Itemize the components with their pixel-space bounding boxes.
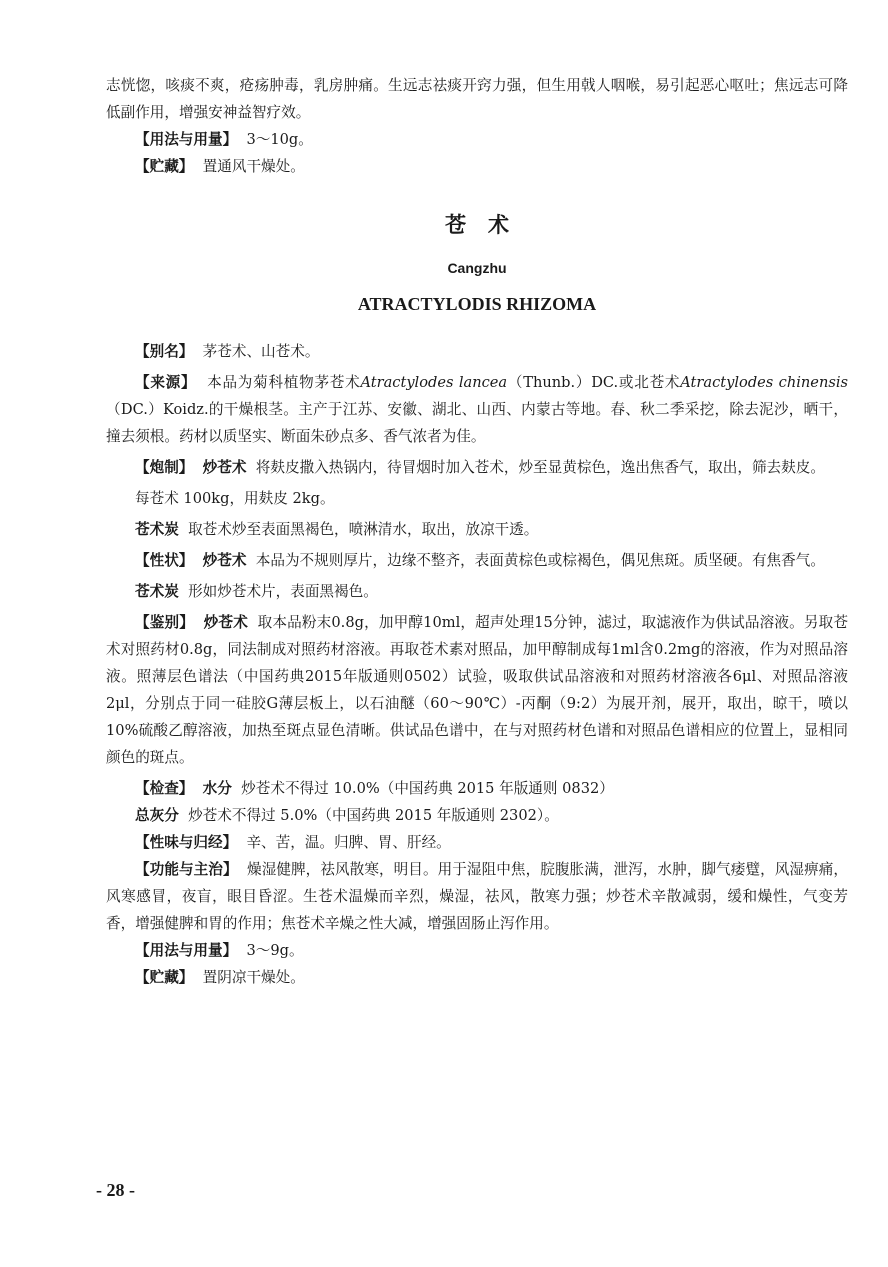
total-ash: [106, 802, 848, 829]
function-section: [106, 856, 848, 937]
entry-usage-heading: 【用法与用量】: [135, 942, 238, 959]
entry-title: 苍术: [445, 213, 531, 237]
source-text-2: （Thunb.）DC.或北苍术: [507, 374, 681, 391]
page-number: - 28 -: [96, 1180, 135, 1200]
usage-heading: 【用法与用量】: [135, 131, 238, 148]
description-charcoal-text: 形如炒苍术片，表面黑褐色。: [188, 583, 378, 600]
description-text: 本品为不规则厚片，边缘不整齐，表面黄棕色或棕褐色，偶见焦斑。质坚硬。有焦香气。: [255, 552, 825, 569]
source-heading: 【来源】: [135, 374, 197, 391]
identification-heading: 【鉴别】: [135, 614, 195, 631]
prev-entry-tail: 志恍惚，咳痰不爽，疮疡肿毒，乳房肿痛。生远志祛痰开窍力强，但生用戟人咽喉，易引起恶心呕吐；焦远志可降低副作用，增强安神益智疗效。: [106, 77, 848, 121]
page-content: [106, 72, 848, 991]
source-text-3: （DC.）Koidz.的干燥根茎。主产于江苏、安徽、湖北、山西、内蒙古等地。春、秋二季采挖，除去泥沙，晒干，撞去须根。药材以质坚实、断面朱砂点多、香气浓者为佳。: [106, 401, 848, 445]
inspection-heading: 【检查】: [135, 780, 194, 797]
moisture-subheading: 水分: [202, 780, 232, 797]
processing-heading: 【炮制】: [135, 459, 194, 476]
storage-section: [106, 964, 848, 991]
usage-section: [106, 937, 848, 964]
entry-storage-text: 置阴凉干燥处。: [202, 969, 305, 986]
processing-section: [106, 454, 848, 481]
description-heading: 【性状】: [135, 552, 194, 569]
identification-text: 取本品粉末0.8g，加甲醇10ml，超声处理15分钟，滤过，取滤液作为供试品溶液。另取苍术对照药材0.8g，同法制成对照药材溶液。再取苍术素对照品，加甲醇制成每1ml含0.2mg的溶液，作为对照品溶液。照薄层色谱法（中国药典2015年版通则0502）试验，吸取供试品溶液和对照药材溶液各6μl、对照品溶液2μl，分别点于同一硅胶G薄层板上，以石油醚（60～90℃）-丙酮（9:2）为展开剂，展开，取出，晾干，喷以10%硫酸乙醇溶液，加热至斑点显色清晰。供试品色谱中，在与对照药材色谱和对照品色谱相应的位置上，显相同颜色的斑点。: [106, 614, 849, 766]
identification-subheading: 炒苍术: [203, 614, 248, 631]
processing-ratio: 每苍术 100kg，用麸皮 2kg。: [135, 490, 335, 507]
function-heading: 【功能与主治】: [135, 861, 238, 878]
species-name-2: Atractylodes chinensis: [680, 374, 848, 391]
prev-storage: [106, 153, 848, 180]
total-ash-subheading: 总灰分: [135, 807, 179, 824]
charcoal-processing: [106, 516, 848, 543]
species-name-1: Atractylodes lancea: [360, 374, 508, 391]
taste-heading: 【性味与归经】: [135, 834, 238, 851]
alias-section: [106, 338, 848, 365]
charcoal-text: 取苍术炒至表面黑褐色，喷淋清水，取出，放凉干透。: [188, 521, 539, 538]
inspection-section: [106, 775, 848, 802]
moisture-text: 炒苍术不得过 10.0%（中国药典 2015 年版通则 0832）: [241, 780, 614, 797]
prev-usage: [106, 126, 848, 153]
function-text: 燥湿健脾，祛风散寒，明目。用于湿阻中焦，脘腹胀满，泄泻，水肿，脚气痿躄，风湿痹痛，风寒感冒，夜盲，眼目昏涩。生苍术温燥而辛烈，燥湿，祛风，散寒力强；炒苍术辛散减弱，缓和燥性，气变芳香，增强健脾和胃的作用；焦苍术辛燥之性大减，增强固肠止泻作用。: [106, 861, 848, 932]
identification-section: [106, 609, 848, 771]
entry-latin-name: ATRACTYLODIS RHIZOMA: [357, 294, 597, 314]
alias-heading: 【别名】: [135, 343, 194, 360]
description-charcoal-subheading: 苍术炭: [135, 583, 179, 600]
storage-text: 置通风干燥处。: [202, 158, 305, 175]
source-text-1: 本品为菊科植物茅苍术: [207, 374, 361, 391]
processing-text: 将麸皮撒入热锅内，待冒烟时加入苍术，炒至显黄棕色，逸出焦香气，取出，筛去麸皮。: [255, 459, 825, 476]
storage-heading: 【贮藏】: [135, 158, 194, 175]
charcoal-subheading: 苍术炭: [135, 521, 179, 538]
description-subheading: 炒苍术: [202, 552, 247, 569]
source-section: [106, 369, 848, 450]
taste-text: 辛、苦，温。归脾、胃、肝经。: [246, 834, 451, 851]
total-ash-text: 炒苍术不得过 5.0%（中国药典 2015 年版通则 2302）。: [188, 807, 559, 824]
entry-storage-heading: 【贮藏】: [135, 969, 194, 986]
description-section: [106, 547, 848, 574]
usage-text: 3～10g。: [246, 131, 313, 148]
entry-pinyin: Cangzhu: [447, 260, 507, 276]
processing-subheading: 炒苍术: [202, 459, 247, 476]
taste-meridian-section: [106, 829, 848, 856]
entry-usage-text: 3～9g。: [246, 942, 304, 959]
alias-text: 茅苍术、山苍术。: [202, 343, 320, 360]
description-charcoal: [106, 578, 848, 605]
